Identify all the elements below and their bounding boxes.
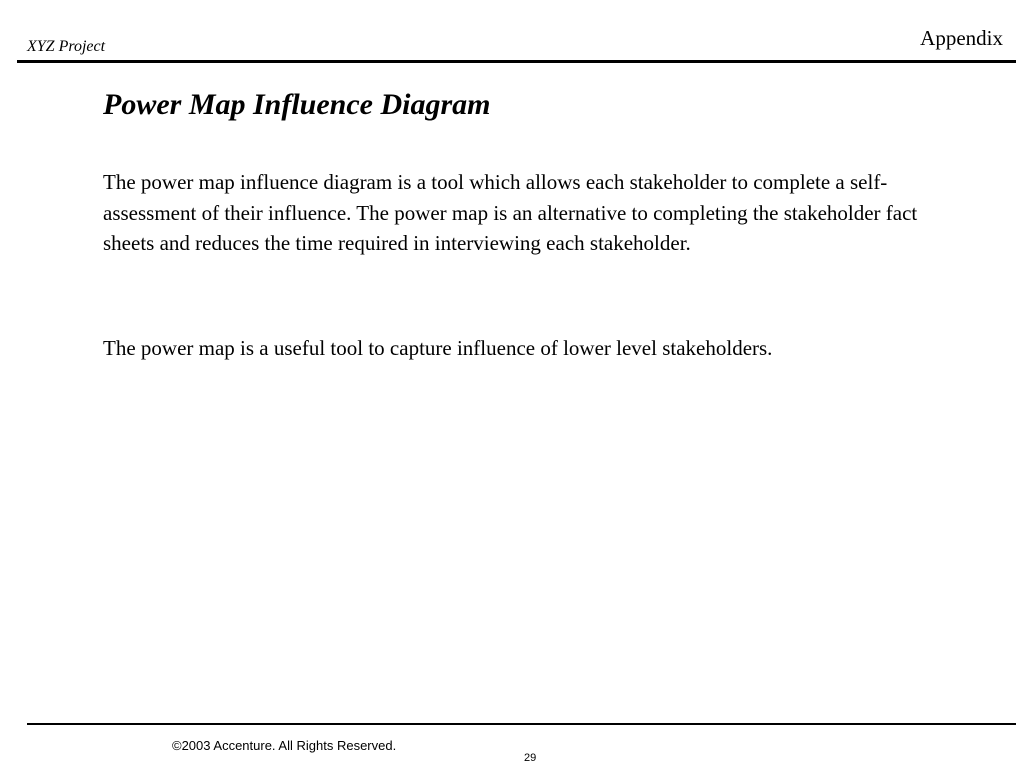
body-paragraph-1: The power map influence diagram is a tool which allows each stakeholder to complete a self-assessment of their influence. The power map is an alternative to completing the stakeholder fact sheets and reduces the time required in interviewing each stakeholder.	[103, 170, 918, 255]
header-divider	[17, 60, 1016, 63]
page-number: 29	[524, 752, 537, 764]
footer-divider	[27, 723, 1016, 725]
section-label: Appendix	[920, 26, 1003, 50]
copyright-notice: ©2003 Accenture. All Rights Reserved.	[172, 738, 397, 753]
slide-title: Power Map Influence Diagram	[103, 88, 491, 121]
body-paragraph-2: The power map is a useful tool to capture influence of lower level stakeholders.	[103, 336, 773, 360]
project-label: XYZ Project	[27, 38, 106, 55]
